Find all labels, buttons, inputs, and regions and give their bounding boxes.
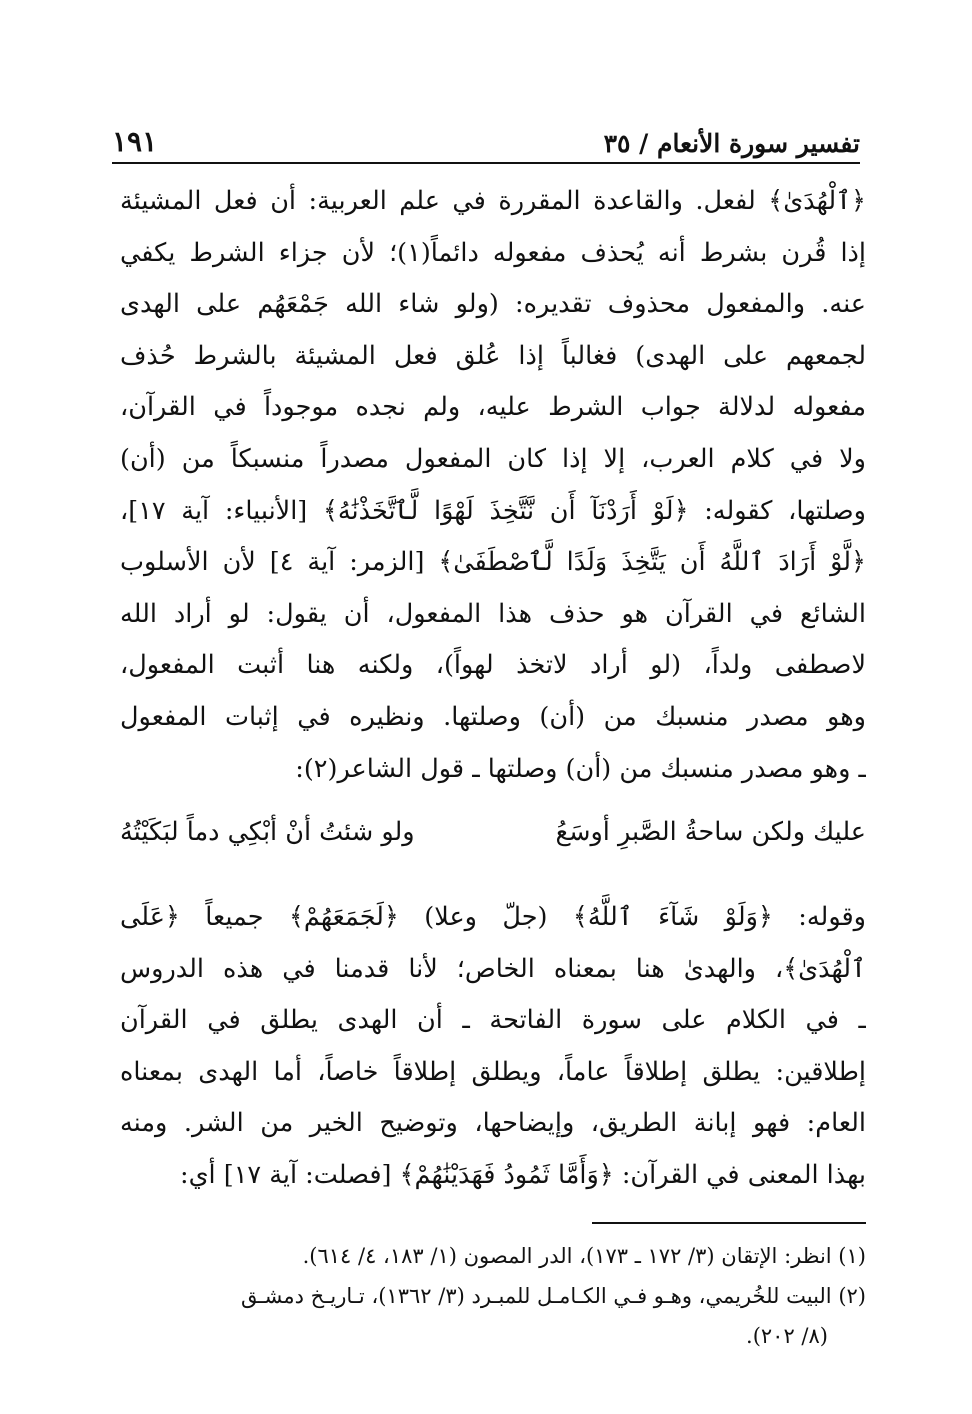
text-line: إذا قُرن بشرط أنه يُحذف مفعوله دائماً(١)؛ لأن جزاء الشرط يكفي — [120, 237, 866, 268]
text-line: وقوله: ﴿وَلَوْ شَآءَ ٱللَّهُ﴾ (جلّ وعلا) ﴿لَجَمَعَهُمْ﴾ جميعاً ﴿عَلَى — [120, 902, 866, 932]
running-title: تفسير سورة الأنعام / ٣٥ — [603, 129, 860, 158]
text-line: لجمعهم على الهدى) فغالباً إذا عُلق فعل المشيئة بالشرط حُذف — [120, 340, 866, 371]
text-line: ﴿ٱلْهُدَىٰ﴾ لفعل. والقاعدة المقررة في علم العربية: أن فعل المشيئة — [120, 186, 866, 216]
footnotes — [120, 1236, 866, 1356]
text-line: عنه. والمفعول محذوف تقديره: (ولو شاء الله جَمْعَهُم على الهدى — [120, 289, 866, 320]
page-number: ١٩١ — [112, 125, 158, 158]
footnote-rule — [592, 1222, 866, 1224]
text-line: ٱلْهُدَىٰ﴾، والهدىٰ هنا بمعناه الخاص؛ لأنا قدمنا في هذه الدروس — [120, 953, 866, 984]
header-rule — [112, 162, 860, 164]
text-line: وصلتها، كقوله: ﴿لَوْ أَرَدْنَآ أَن نَّتَّخِذَ لَهْوًا لَّٱتَّخَذْنَٰهُ﴾ [الأنبياء: آية ١٧]، — [120, 495, 866, 526]
second-paragraph — [120, 892, 866, 1202]
text-line: لاصطفى ولداً، (لو أراد لاتخذ لهواً)، ولكنه هنا أثبت المفعول، — [120, 650, 866, 681]
footnote-2-line-2: (٨/ ٢٠٢). — [746, 1324, 828, 1348]
text-line: ـ في الكلام على سورة الفاتحة ـ أن الهدى يطلق في القرآن — [120, 1005, 866, 1036]
verse-hemistich-second: ولو شئتُ أنْ أبْكِي دماً لبَكَيْتُهُ — [120, 817, 415, 847]
page-header — [112, 108, 860, 158]
footnote-2-line-1: (٢) البيت للخُريمي، وهـو فـي الكـامـل للمبـرد (٣/ ١٣٦٢)، تـاريـخ دمشـق — [241, 1284, 866, 1308]
main-paragraph — [120, 176, 866, 795]
text-line: وهو مصدر منسبك من (أن) وصلتها. ونظيره في إثبات المفعول — [120, 701, 866, 732]
footnote-1: (١) انظر: الإتقان (٣/ ١٧٢ ـ ١٧٣)، الدر المصون (١/ ١٨٣، ٤/ ٦١٤). — [302, 1244, 866, 1268]
text-line: ـ وهو مصدر منسبك من (أن) وصلتها ـ قول الشاعر(٢): — [295, 753, 866, 784]
text-line: إطلاقين: يطلق إطلاقاً عاماً، ويطلق إطلاقاً خاصاً، أما الهدى بمعناه — [120, 1056, 866, 1087]
text-line: العام: فهو إبانة الطريق، وإيضاحها، وتوضيح الخير من الشر. ومنه — [120, 1108, 866, 1139]
poetry-verse — [120, 804, 866, 860]
text-line: ﴿لَّوْ أَرَادَ ٱللَّهُ أَن يَتَّخِذَ وَلَدًا لَّٱصْطَفَىٰ﴾ [الزمر: آية ٤] لأن الأسلوب — [120, 547, 866, 578]
verse-hemistich-first: عليك ولكن ساحةُ الصَّبرِ أوسَعُ — [555, 817, 866, 847]
text-line: بهذا المعنى في القرآن: ﴿وَأَمَّا ثَمُودُ فَهَدَيْنَٰهُمْ﴾ [فصلت: آية ١٧] أي: — [180, 1159, 866, 1190]
text-line: الشائع في القرآن هو حذف هذا المفعول، أن يقول: لو أراد الله — [120, 598, 866, 629]
text-line: مفعوله لدلالة جواب الشرط عليه، ولم نجده موجوداً في القرآن، — [120, 392, 866, 423]
text-line: ولا في كلام العرب، إلا إذا كان المفعول مصدراً منسبكاً من (أن) — [120, 443, 866, 474]
